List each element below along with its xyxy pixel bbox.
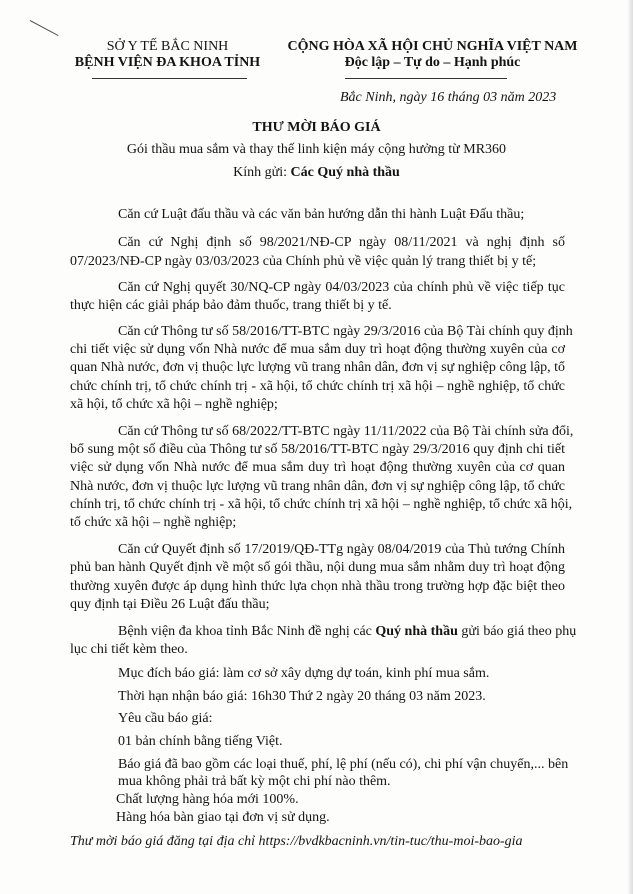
paragraph-line: Nhà nước, đơn vị thuộc lực lượng vũ trang nhân dân, đơn vị sự nghiệp công lập, tổ chức [70,479,565,494]
included-costs-line-2: mua không phải trả bất kỳ một chi phí nào thêm. [118,774,391,789]
request-line-2: lục chi tiết kèm theo. [70,642,188,657]
agency-name: SỞ Y TẾ BẮC NINH [106,39,229,54]
paragraph-line: Căn cứ Thông tư số 58/2016/TT-BTC ngày 29/3/2016 của Bộ Tài chính quy định [118,324,573,339]
hospital-name: BỆNH VIỆN ĐA KHOA TỈNH [74,55,261,70]
requirements-heading: Yêu cầu báo giá: [118,711,213,726]
paragraph-line: chính trị, tổ chức chính trị - xã hội, tổ chức chính trị xã hội – nghề nghiệp, tổ chức xã hội, [70,497,573,512]
paragraph-line: thường xuyên được áp dụng hình thức lựa chọn nhà thầu trong trường hợp đặc biệt theo [70,579,565,594]
footer-note: Thư mời báo giá đăng tại địa chỉ https://bvdkbacninh.vn/tin-tuc/thu-moi-bao-gia [70,834,523,849]
request-bold: Quý nhà thầu [375,624,458,639]
paragraph-line: tổ chức xã hội – nghề nghiệp; [70,515,237,530]
paragraph-line: 07/2023/NĐ-CP ngày 03/03/2023 của Chính phủ về việc quản lý trang thiết bị y tế; [70,254,537,269]
greeting [0,164,633,181]
paragraph-line: Căn cứ Nghị quyết 30/NQ-CP ngày 04/03/2023 của chính phủ về việc tiếp tục [118,280,565,295]
copies-requirement: 01 bản chính bằng tiếng Việt. [118,734,283,749]
request-text: Bệnh viện đa khoa tỉnh Bắc Ninh đề nghị các [118,624,376,639]
request-text-end: gửi báo giá theo phụ [457,624,577,639]
paragraph-line: phủ ban hành Quyết định về một số gói thầu, nội dung mua sắm nhằm duy trì hoạt động [70,560,565,575]
scan-mark [30,20,59,36]
paragraph-line: chức chính trị, tổ chức chính trị - xã hội, tổ chức chính trị xã hội – nghề nghiệp, tổ chức [70,379,565,394]
paragraph-line: quan Nhà nước, đơn vị thuộc lực lượng vũ trang nhân dân, đơn vị sự nghiệp công lập, tổ [70,360,566,375]
paragraph-line: việc sử dụng vốn Nhà nước để mua sắm duy trì hoạt động thường xuyên của cơ quan [70,460,565,475]
paragraph-line: thực hiện các giải pháp bảo đảm thuốc, trang thiết bị y tế. [70,298,392,313]
header-right-underline [345,78,507,79]
greeting-recipient: Các Quý nhà thầu [290,165,400,180]
quality-requirement: Chất lượng hàng hóa mới 100%. [116,792,299,807]
greeting-prefix: Kính gửi: [233,165,291,180]
paragraph-line: Căn cứ Luật đấu thầu và các văn bản hướng dẫn thi hành Luật Đấu thầu; [118,207,525,222]
paragraph-line: chi tiết việc sử dụng vốn Nhà nước để mua sắm duy trì hoạt động thường xuyên của cơ [70,342,565,357]
deadline: Thời hạn nhận báo giá: 16h30 Thứ 2 ngày 20 tháng 03 năm 2023. [118,689,486,704]
document-date: Bắc Ninh, ngày 16 tháng 03 năm 2023 [340,90,557,105]
paragraph-line: Căn cứ Quyết định số 17/2019/QĐ-TTg ngày 08/04/2019 của Thủ tướng Chính [118,542,565,557]
paragraph-line: quy định tại Điều 26 Luật đấu thầu; [70,597,270,612]
document-subtitle: Gói thầu mua sắm và thay thế linh kiện máy cộng hưởng từ MR360 [126,142,507,157]
motto: Độc lập – Tự do – Hạnh phúc [344,55,521,70]
paragraph-line: xã hội, tổ chức xã hội – nghề nghiệp; [70,397,278,412]
document-title: THƯ MỜI BÁO GIÁ [252,120,381,135]
included-costs-line-1: Báo giá đã bao gồm các loại thuế, phí, lệ phí (nếu có), chi phí vận chuyển,... bên [118,757,569,772]
delivery-requirement: Hàng hóa bàn giao tại đơn vị sử dụng. [116,810,330,825]
purpose: Mục đích báo giá: làm cơ sở xây dựng dự toán, kinh phí mua sắm. [118,666,490,681]
paragraph-line: Căn cứ Thông tư số 68/2022/TT-BTC ngày 11/11/2022 của Bộ Tài chính sửa đổi, [118,424,574,439]
header-left-underline [92,78,247,79]
paragraph-line: bổ sung một số điều của Thông tư số 58/2016/TT-BTC ngày 29/3/2016 quy định chi tiết [70,442,565,457]
request-line-1 [118,623,576,640]
paragraph-line: Căn cứ Nghị định số 98/2021/NĐ-CP ngày 08/11/2021 và nghị định số [118,235,565,250]
country-name: CỘNG HÒA XÃ HỘI CHỦ NGHĨA VIỆT NAM [287,39,578,54]
